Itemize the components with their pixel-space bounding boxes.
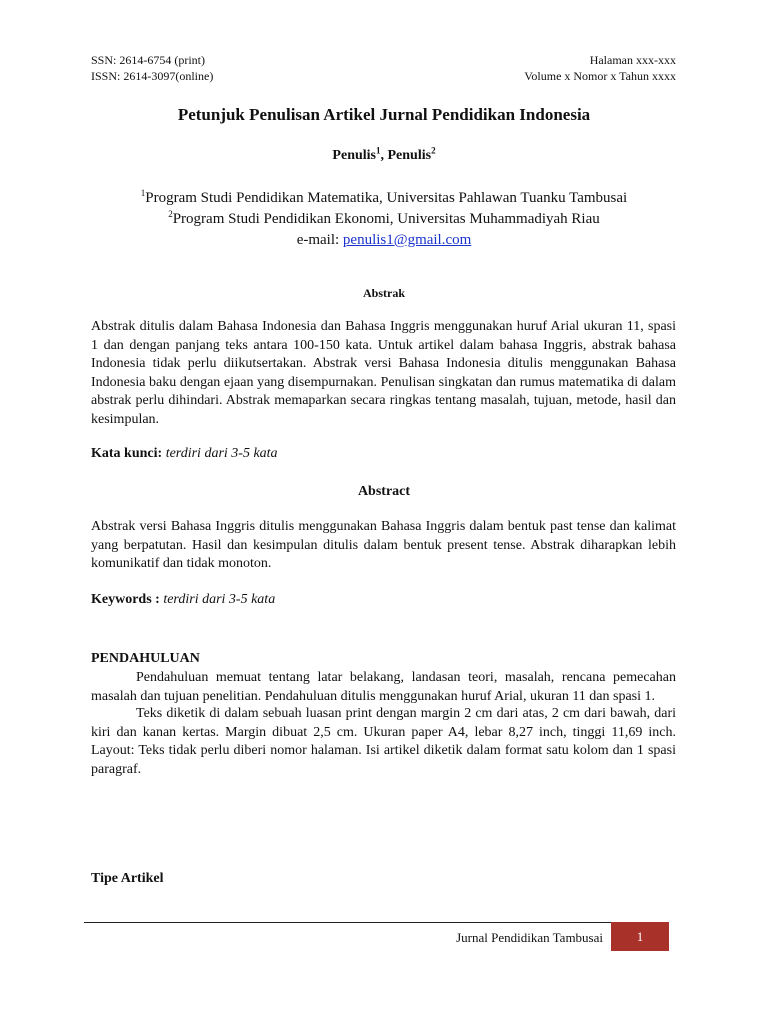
affiliation-1-text: Program Studi Pendidikan Matematika, Universitas Pahlawan Tuanku Tambusai: [145, 190, 628, 206]
affiliation-1: [0, 188, 768, 209]
issn-online: ISSN: 2614-3097(online): [91, 69, 214, 83]
email-link[interactable]: penulis1@gmail.com: [342, 232, 472, 248]
tipe-artikel-heading: Tipe Artikel: [91, 871, 164, 886]
article-title: Petunjuk Penulisan Artikel Jurnal Pendidikan Indonesia: [177, 105, 591, 124]
author-2: Penulis: [387, 148, 432, 163]
abstract-heading: Abstract: [357, 484, 411, 499]
footer-divider: [84, 922, 669, 923]
kata-kunci-value: terdiri dari 3-5 kata: [165, 446, 278, 461]
pendahuluan-heading: PENDAHULUAN: [91, 651, 200, 666]
footer-journal-name: Jurnal Pendidikan Tambusai: [456, 930, 603, 945]
author-1: Penulis: [332, 148, 376, 163]
pendahuluan-paragraph-1: Pendahuluan memuat tentang latar belakang, landasan teori, masalah, rencana pemecahan masalah dan tujuan penelitian. Pendahuluan ditulis menggunakan huruf Arial, ukuran 11 dan spasi 1.: [91, 670, 676, 704]
abstract-body: Abstrak versi Bahasa Inggris ditulis menggunakan Bahasa Inggris dalam bentuk past tense dan kalimat yang berpatutan. Hasil dan kesimpulan ditulis dalam bentuk present tense. Abstrak diharapkan lebih komunikatif dan tidak monoton.: [91, 519, 676, 571]
affiliation-2: [0, 209, 768, 230]
kata-kunci: [91, 446, 278, 462]
affiliations: [0, 188, 768, 251]
author-2-sup: 2: [431, 145, 436, 156]
pendahuluan-paragraph-2: Teks diketik di dalam sebuah luasan print dengan margin 2 cm dari atas, 2 cm dari bawah, dari kiri dan kanan kertas. Margin dibuat 2,5 cm. Ukuran paper A4, lebar 8,27 inch, tinggi 11,69 inch. Layout: Teks tidak perlu diberi nomor halaman. Isi artikel diketik dalam format satu kolom dan 1 spasi paragraf.: [91, 706, 676, 777]
author-1-sup: 1: [376, 145, 381, 156]
kata-kunci-label: Kata kunci:: [91, 446, 163, 461]
header-volume: [524, 52, 676, 84]
author-line: [0, 145, 768, 164]
abstrak-heading: Abstrak: [362, 286, 405, 300]
page-number-box: [611, 922, 669, 951]
keywords-label: Keywords :: [91, 592, 160, 607]
page-number: 1: [636, 928, 644, 944]
email-label: e-mail:: [296, 232, 343, 248]
keywords: [91, 592, 275, 608]
keywords-value: terdiri dari 3-5 kata: [163, 592, 276, 607]
header-issn: [91, 52, 213, 84]
email-line: [0, 230, 768, 251]
issn-print: SSN: 2614-6754 (print): [91, 53, 205, 67]
page-range: Halaman xxx-xxx: [589, 53, 676, 67]
volume-info: Volume x Nomor x Tahun xxxx: [524, 69, 676, 83]
affiliation-2-sup: 2: [168, 209, 173, 219]
affiliation-2-text: Program Studi Pendidikan Ekonomi, Universitas Muhammadiyah Riau: [172, 211, 600, 227]
affiliation-1-sup: 1: [140, 188, 146, 198]
abstrak-body: Abstrak ditulis dalam Bahasa Indonesia dan Bahasa Inggris menggunakan huruf Arial ukuran 11, spasi 1 dan dengan panjang teks antara 100-150 kata. Untuk artikel dalam bahasa Inggris, abstrak bahasa Indonesia tidak perlu diikutsertakan. Abstrak versi Bahasa Indonesia ditulis menggunakan Bahasa Indonesia baku dengan ejaan yang disempurnakan. Penulisan singkatan dan rumus matematika di dalam abstrak perlu dihindari. Abstrak memaparkan secara ringkas tentang masalah, tujuan, metode, hasil dan kesimpulan.: [91, 319, 676, 427]
author-separator: ,: [380, 148, 388, 163]
